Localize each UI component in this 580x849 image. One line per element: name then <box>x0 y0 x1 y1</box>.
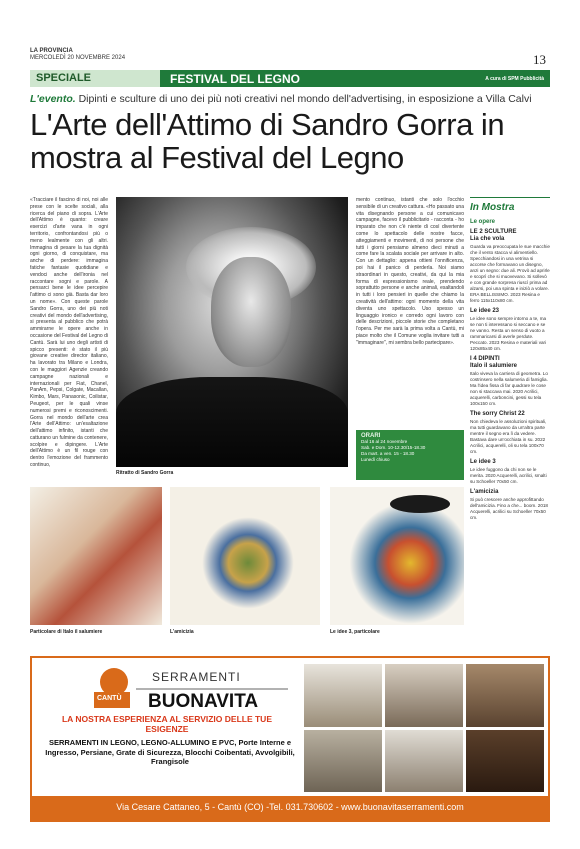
orari-line-1: Dal 16 al 24 novembre <box>361 439 408 444</box>
orari-line-3: Da mart. a ven. 15 - 18.30 <box>361 451 415 456</box>
sidebar-item-title: Le idee 3 <box>470 459 496 465</box>
ad-photo-grid <box>304 664 544 792</box>
orari-title: ORARI <box>361 433 381 439</box>
buonavita-logo <box>92 664 292 714</box>
ad-photo <box>304 730 382 793</box>
orari-box <box>356 430 464 480</box>
sidebar-subtitle: Le opere <box>470 219 496 225</box>
artwork-caption: Particolare di Italo il salumiere <box>30 629 103 635</box>
cura-label: A cura di SPM Pubblicità <box>485 76 544 82</box>
section-bar <box>30 70 550 87</box>
section-label: SPECIALE <box>30 70 160 87</box>
portrait-photo <box>116 197 348 467</box>
sidebar-item-title: LE 2 SCULTURE Lia che vola <box>470 229 517 242</box>
page-number: 13 <box>533 52 546 67</box>
festival-label: FESTIVAL DEL LEGNO <box>170 72 301 86</box>
masthead <box>30 48 125 62</box>
newspaper-name: LA PROVINCIA <box>30 48 73 54</box>
sidebar-item-title: I 4 DIPINTI Italo il salumiere <box>470 356 518 369</box>
issue-date: MERCOLEDÌ 20 NOVEMBRE 2024 <box>30 55 126 61</box>
portrait-face <box>211 257 291 367</box>
sidebar-item-text: Le idee sono sempre intorno a te, ma se non ti interessano si seccano e se ne vanno. Resta un senso di vuoto a rammaricarsi di averle perdute. Peccato. 2023 Resina e materiali vari 120x85x40 cm. <box>470 316 547 351</box>
article-column-2: mento continuo, istanti che solo l'occhio sensibile di un creativo cattura. «Ho passato una vita disegnando persone a cui comunicavo campagne, facevo il pubblicitario - racconta - ho imparato che non c'è niente di così divertente come lo spettacolo delle nostre facce, atteggiamenti e movimenti, di noi persone che tutti i giorni pensiamo almeno dieci minuti a come fare la scalata sociale per arrivare in alto. Con un dettaglio: appena ottieni l'onnificenza, poi hai il panico di perderla. Noi siamo straordinari in questo, creativi, da qui la mia forma di espressionismo reale, prendendo soprattutto persone e anche animali, esaltandoli in tutti i loro pensieri in quelle che chiamo la creatività dell'attimo: ogni momento della vita diventa uno spettacolo. Uso spesso un linguaggio ironico e corredo ogni lavoro con delle descrizioni, piccole storie che completano l'opera. Per me sarà la prima volta a Cantù, mi piace molto che il Comune voglia invitare tutti a "immaginare", mi sembra bello partecipare». <box>356 197 464 346</box>
ad-photo <box>385 730 463 793</box>
ad-footer: Via Cesare Cattaneo, 5 - Cantù (CO) -Tel. 031.730602 - www.buonavitaserramenti.com <box>32 796 548 820</box>
advertisement <box>30 656 550 822</box>
ad-body: SERRAMENTI IN LEGNO, LEGNO-ALLUMINO E PVC, Porte Interne e Ingresso, Persiane, Grate di Sicurezza, Blocchi Coibentati, Avvolgibili, Frangisole <box>45 738 295 766</box>
kicker <box>30 93 550 105</box>
sidebar-in-mostra <box>470 197 550 521</box>
sidebar-item-text: Italo viveva la carriera di geometra. Lo costrinsero nella salumeria di famiglia. Ma l'idea fissa di far quadrare le cose non si staccava mai. 2020 Acrilici, acquerelli, carboncini, gessi su tela 100x150 cm. <box>470 371 548 406</box>
photo-caption: Ritratto di Sandro Gorra <box>116 470 174 476</box>
artwork-amicizia-image <box>170 487 320 625</box>
kicker-label: L'evento. <box>30 93 76 105</box>
sidebar-title: In Mostra <box>470 197 550 213</box>
artwork-caption: L'amicizia <box>170 629 194 635</box>
artwork-idee-image <box>330 487 464 625</box>
logo-place-text: CANTÙ <box>97 695 122 702</box>
article-column-1: «Tracciare il fascino di noi, noi alle prese con le scelte sociali, alla ricerca del piano di sopra. L'Arte dell'Attimo è quanto: creare esercizi d'arte vana in ogni territorio, confrontandosi più o meno lealmente con gli altri. Immagina di pesare la tua dignità ogni giorno, di conquistare, ma anche di perdere: immagina fatiche fantasie quotidiane e vendoci anche dell'ironia nel raccontare sogni e parole. A pensarci bene le idee percepire l'attimo ci sono già. Basta dar loro un nome». Con queste parole Sandro Gorra, uno dei più noti creativi del mondo dell'advertising, si presenta al pubblico che potrà ammirarne le opere anche in occasione del Festival del Legno di Cantù. Sarà lui uno degli artisti di spicco presenti: è stato il più giovane creative director italiano, ha lavorato tra Milano e Londra, con le maggiori Agenzie creando campagne nazionali e internazionali per Fiat, Chanel, PanAm, Pepsi, Colgate, Macallan, Kimbo, Mars, Panasonic, Coilistar, Peugeot, per le quali vinse numerosi premi e riconoscimenti. Gorra nel mondo dell'arte crea l'Arte dell'Attimo: un'esaltazione dell'attimo infinito, istanti che catturano un fulmine da contenere, scolpire e dipingere. L'Arte dell'Attimo è un fil rouge con dentro l'emozione del frammento continuo, <box>30 197 108 469</box>
portrait-jacket <box>116 377 348 467</box>
orari-line-2: Sab. e Dom. 10-12.30/15-18.30 <box>361 445 426 450</box>
ad-photo <box>385 664 463 727</box>
logo-name-text: BUONAVITA <box>148 691 259 712</box>
ad-photo <box>466 730 544 793</box>
artwork-caption: Le idee 3, particolare <box>330 629 380 635</box>
sidebar-item-text: Non chiedeva le assoluzioni spirituali, ma tutti guardavano da un'altra parte mentre il segno era lì da vedere. Bastava dare un'occhiata in su. 2022 Acrilici, acquerelli, oli su tela 100x70 cm. <box>470 419 547 454</box>
ad-photo <box>304 664 382 727</box>
sidebar-item-title: Le idee 23 <box>470 308 500 314</box>
headline: L'Arte dell'Attimo di Sandro Gorra in mostra al Festival del Legno <box>30 107 505 175</box>
sidebar-item-title: L'amicizia <box>470 489 499 495</box>
sidebar-item-text: Si può crescere anche approfittando dell'amicizia. Fino a che... boom. 2018 Acquerelli, acrilici su Schoeller 70x50 cm. <box>470 497 548 520</box>
sidebar-item-title: The sorry Christ 22 <box>470 411 525 417</box>
sidebar-item-text: Guarda va preoccupata le sue macchie che il vento stacca vi alimentiello. Specchiandosi in una vetrina si accorse che formavano un disegno, anzi un segno: due ali. Provò ad aprirle e scoprì che si muovevano. Si sollevò e con grande sorpresa riuscì prima ad alzarsi, poi una spinta e iniziò a volare. ERA BELLISSIMO. 2023 Resina e ferro 115x110x80 cm. <box>470 244 550 303</box>
ad-photo <box>466 664 544 727</box>
sidebar-item-text: Le idee fuggono da chi non se le merita. 2020 Acquerelli, acrilici, smalti su Schoeller 70x50 cm. <box>470 467 547 484</box>
orari-line-4: Lunedì chiuso <box>361 457 390 462</box>
artwork-italo-image <box>30 487 162 625</box>
section-title <box>160 70 550 87</box>
kicker-text: Dipinti e sculture di uno dei più noti creativi nel mondo dell'advertising, in esposizione a Villa Calvi <box>75 93 532 105</box>
artwork-hat-shape <box>390 495 450 513</box>
ad-tagline: LA NOSTRA ESPERIENZA AL SERVIZIO DELLE TUE ESIGENZE <box>61 714 272 734</box>
logo-top-text: SERRAMENTI <box>152 670 241 684</box>
